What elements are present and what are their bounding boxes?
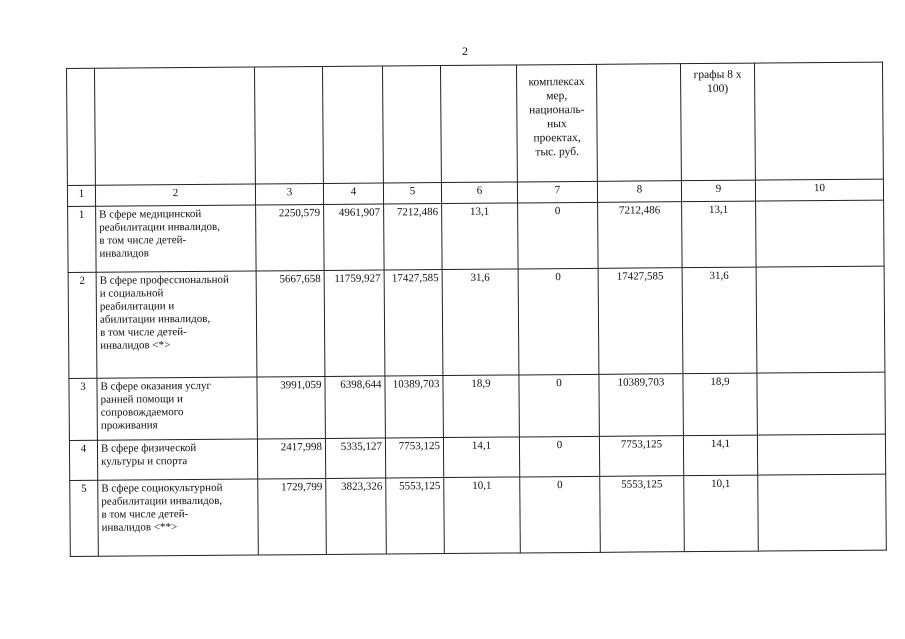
cell-c5: 7753,125 <box>385 438 443 478</box>
header-7-line: мер, <box>546 90 568 103</box>
cell-c4: 11759,927 <box>324 270 385 376</box>
row-name-line: культуры и спорта <box>101 455 188 468</box>
header-cell-3 <box>254 66 323 184</box>
row-name-line: В сфере социокультурной <box>101 481 223 495</box>
row-name-line: реабилитации инвалидов, <box>101 494 223 508</box>
cell-c7: 0 <box>519 436 599 477</box>
cell-c8: 7753,125 <box>599 436 683 477</box>
cell-c10 <box>756 266 885 373</box>
row-name <box>96 271 257 378</box>
header-7-line: ных <box>547 118 567 131</box>
row-name-line: В сфере физической <box>100 441 197 455</box>
row-index: 3 <box>69 378 97 440</box>
cell-c7: 0 <box>520 476 601 553</box>
cell-c8: 17427,585 <box>598 268 683 375</box>
column-number: 8 <box>597 181 681 203</box>
row-name-line: инвалидов <box>99 247 149 260</box>
cell-c7: 0 <box>518 202 599 269</box>
row-name-line: в том числе детей- <box>100 326 187 339</box>
cell-c9: 13,1 <box>682 201 757 268</box>
cell-c3: 2250,579 <box>256 204 325 271</box>
row-name-line: абилитации инвалидов, <box>99 312 211 326</box>
cell-c10 <box>758 474 887 551</box>
row-name <box>96 205 257 272</box>
header-7-line: комплексах <box>528 75 585 89</box>
table-row <box>68 200 884 272</box>
row-name-line: и социальной <box>99 287 164 300</box>
row-name-line: инвалидов <**> <box>101 521 178 534</box>
cell-c4: 4961,907 <box>324 204 385 270</box>
row-name-line: в том числе детей- <box>101 508 189 521</box>
row-index: 4 <box>69 440 97 480</box>
header-cell-10 <box>754 62 883 180</box>
row-name-line: реабилитации инвалидов, <box>99 220 221 234</box>
cell-c3: 2417,998 <box>257 438 325 479</box>
row-name-line: реабилитации и <box>99 300 175 313</box>
row-name <box>98 479 259 556</box>
cell-c9: 31,6 <box>682 267 757 374</box>
cell-c4: 6398,644 <box>325 376 385 438</box>
table-row <box>70 474 887 556</box>
cell-c7: 0 <box>519 374 599 437</box>
header-7-line: тыс. руб. <box>535 145 579 159</box>
cell-c3: 3991,059 <box>257 376 325 439</box>
cell-c5: 10389,703 <box>385 376 443 438</box>
cell-c6: 18,9 <box>443 375 519 438</box>
cell-c9: 10,1 <box>684 475 759 552</box>
table-row <box>68 266 885 378</box>
row-name-line: В сфере профессиональной <box>99 273 229 287</box>
header-7-line: проектах, <box>533 131 581 145</box>
row-name-line: проживания <box>100 419 158 432</box>
header-row <box>67 62 884 185</box>
table-row <box>69 372 885 440</box>
row-name-line: В сфере оказания услуг <box>100 379 212 393</box>
cell-c5: 5553,125 <box>386 478 445 554</box>
header-cell-2 <box>95 67 256 185</box>
header-9-line: 100) <box>707 82 729 95</box>
header-cell-1 <box>67 68 96 185</box>
header-9-line: графы 8 х <box>693 68 742 82</box>
header-cell-9 <box>680 63 755 181</box>
cell-c3: 5667,658 <box>256 270 325 377</box>
header-7-line: националь- <box>529 103 585 117</box>
header-cell-4 <box>322 66 383 183</box>
header-cell-7 <box>516 64 597 182</box>
cell-c8: 10389,703 <box>599 374 683 437</box>
row-name-line: В сфере медицинской <box>99 207 202 221</box>
cell-c6: 10,1 <box>444 477 521 554</box>
row-index: 5 <box>70 480 99 556</box>
cell-c9: 18,9 <box>683 373 757 436</box>
column-number: 7 <box>517 181 597 203</box>
cell-c5: 17427,585 <box>384 270 443 376</box>
row-name <box>97 439 257 480</box>
cell-c8: 5553,125 <box>600 476 685 553</box>
cell-c4: 5335,127 <box>325 438 385 478</box>
row-name-line: инвалидов <*> <box>100 339 171 352</box>
cell-c10 <box>756 200 885 267</box>
header-cell-6 <box>440 65 517 183</box>
cell-c8: 7212,486 <box>598 202 683 269</box>
cell-c3: 1729,799 <box>258 478 327 555</box>
header-cell-5 <box>382 66 441 183</box>
cell-c6: 13,1 <box>442 203 519 270</box>
table-row <box>69 434 885 480</box>
column-number: 5 <box>383 183 441 204</box>
column-number: 3 <box>255 183 323 205</box>
row-index: 1 <box>68 206 97 272</box>
cell-c10 <box>757 372 885 435</box>
cell-c10 <box>757 434 885 475</box>
column-number: 1 <box>67 185 95 206</box>
column-number: 10 <box>755 179 883 201</box>
header-cell-8 <box>596 64 681 182</box>
column-number: 2 <box>95 184 255 206</box>
cell-c7: 0 <box>518 268 599 375</box>
cell-c5: 7212,486 <box>384 204 443 270</box>
report-table <box>66 62 887 557</box>
cell-c6: 14,1 <box>443 437 519 478</box>
row-name-line: сопровождаемого <box>100 406 184 419</box>
row-name <box>97 377 257 440</box>
row-name-line: в том числе детей- <box>99 234 187 247</box>
column-number: 4 <box>323 183 383 204</box>
column-number: 9 <box>681 180 755 202</box>
column-number: 6 <box>441 182 517 204</box>
cell-c4: 3823,326 <box>326 478 387 554</box>
row-index: 2 <box>68 272 97 378</box>
cell-c9: 14,1 <box>683 435 757 476</box>
page-number: 2 <box>462 44 468 58</box>
row-name-line: ранней помощи и <box>100 393 183 406</box>
cell-c6: 31,6 <box>442 269 519 376</box>
